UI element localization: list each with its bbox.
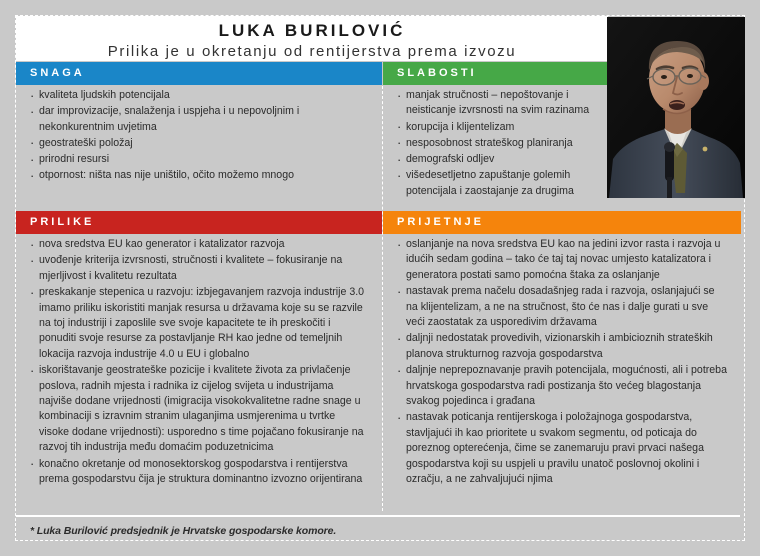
list-item: · otpornost: ništa nas nije uništilo, očito možemo mnogo [30,168,368,183]
list-item: · daljnje neprepoznavanje pravih potencijala, mogućnosti, ali i potreba hrvatskoga gospodarstva radi postizanja što većeg blagostanja svakog pojedinca i građana [397,363,727,409]
list-item: · geostrateški položaj [30,136,368,151]
list-item: · nastavak poticanja rentijerskoga i položajnoga gospodarstva, stavljajući ih kao prioritete u svakom segmentu, od poticaja do poreznog opterećenja, čime se zanemaruju pravi prvaci našega gospodarstva koji su uspjeli u pravilu unatoč poslovnoj okolini i ozračju, a ne zahvaljujući njima [397,410,727,487]
list-item: · višedesetljetno zapuštanje golemih potencijala i zaostajanje za drugima [397,168,597,199]
list-item: · demografski odljev [397,152,597,167]
portrait-photo [607,17,745,198]
list-item: · nastavak prema načelu dosadašnjeg rada i razvoja, oslanjajući se na klijentelizam, a ne na stručnost, što će nas i dalje gurati u sve veći zaostatak za usporedivim državama [397,284,727,330]
list-item: · manjak stručnosti – nepoštovanje i neisticanje izvrsnosti na svim razinama [397,88,597,119]
quadrant-label-threats: PRIJETNJE [397,216,484,228]
quadrant-body-strengths [16,88,382,206]
quadrant-header-opportunities [16,211,382,234]
quadrant-header-threats [383,211,741,234]
quadrant-label-strengths: SNAGA [30,67,85,79]
portrait-photo-graphic [607,17,745,198]
opportunities-list [30,237,368,488]
quadrant-header-strengths [16,62,382,85]
quadrant-label-weaknesses: SLABOSTI [397,67,477,79]
list-item: · nesposobnost strateškog planiranja [397,136,597,151]
quadrant-label-opportunities: PRILIKE [30,216,95,228]
list-item: · oslanjanje na nova sredstva EU kao na jedini izvor rasta i razvoja u idućih sedam godina – tako će taj taj novac umjesto katalizatora i generatora postati samo pomoćna štaka za oslanjanje [397,237,727,283]
strengths-list [30,88,368,184]
threats-list [397,237,727,488]
quadrant-body-opportunities [16,237,382,512]
list-item: · preskakanje stepenica u razvoju: izbjegavanjem razvoja industrije 3.0 imamo priliku iskoristiti manjak resursa u državama koje su se razvile na toj industriji i zaposlile sve svoje kapacitete te ih preskočiti i ponuditi svoje resurse za postavljanje RH kao jedne od temeljnih lokacija razvoja industrije 4.0 u EU i globalno [30,285,368,362]
quadrant-header-weaknesses [383,62,607,85]
list-item: · uvođenje kriterija izvrsnosti, stručnosti i kvalitete – fokusiranje na mjerljivost i kvalitetu rezultata [30,253,368,284]
title-block [16,16,608,61]
column-divider [382,86,383,511]
quadrant-body-threats [383,237,741,512]
list-item: · iskorištavanje geostrateške pozicije i kvalitete života za privlačenje poslova, radnih mjesta i radnika iz cijelog svijeta u industrijama najviše dodane vrijednosti (imigracija visokokvalitetne radne snage u kombinaciji s izravnim stranim ulaganjima usmjerenima u tvrtke visoke dodane vrijednosti): usporedno s time pojačano fokusiranje na razvoj tih industrija među domaćim poduzetnicima [30,363,368,455]
list-item: · prirodni resursi [30,152,368,167]
quadrant-body-weaknesses [383,88,607,206]
list-item: · nova sredstva EU kao generator i katalizator razvoja [30,237,368,252]
list-item: · kvaliteta ljudskih potencijala [30,88,368,103]
footnote: * Luka Burilović predsjednik je Hrvatske gospodarske komore. [30,525,337,537]
page-subtitle: Prilika je u okretanju od rentijerstva prema izvozu [107,43,517,60]
list-item: · konačno okretanje od monosektorskog gospodarstva i rentijerstva prema gospodarstvu čija je struktura dominantno izvozno orijentirana [30,457,368,488]
weaknesses-list [397,88,597,199]
page-title: LUKA BURILOVIĆ [218,21,406,40]
list-item: · daljnji nedostatak provedivih, vizionarskih i ambicioznih strateških planova strukturnog razvoja gospodarstva [397,331,727,362]
list-item: · dar improvizacije, snalaženja i uspjeha i u nepovoljnim i nekonkurentnim uvjetima [30,104,368,135]
list-item: · korupcija i klijentelizam [397,120,597,135]
footnote-divider [16,515,740,517]
